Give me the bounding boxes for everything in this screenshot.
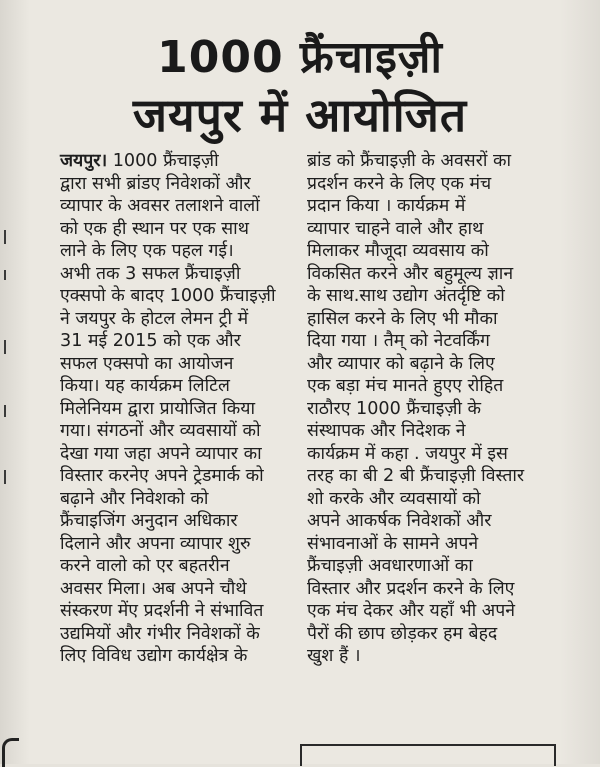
article-line: के साथ.साथ उद्योग अंतर्दृष्टि को — [307, 286, 505, 306]
article-line: बढ़ाने और निवेशको को — [60, 488, 209, 509]
article-line: को एक ही स्थान पर एक साथ — [60, 218, 249, 239]
article-line: देखा गया जहा अपने व्यापार का — [60, 443, 262, 464]
article-line: विकसित करने और बहुमूल्य ज्ञान — [307, 263, 514, 284]
article-line: 31 मई 2015 को एक और — [60, 331, 241, 351]
next-article-box-edge — [300, 744, 556, 766]
article-line: एक बड़ा मंच मानते हुएए रोहित — [307, 376, 504, 396]
article-line: विस्तार और प्रदर्शन करने के लिए — [307, 578, 515, 599]
article-line: द्वारा सभी ब्रांडए निवेशकों और — [60, 173, 251, 194]
article-column-right — [307, 150, 553, 668]
article-line: प्रदान किया । कार्यक्रम में — [307, 196, 466, 216]
article-line: पैरों की छाप छोड़कर हम बेहद — [307, 623, 498, 644]
dateline: जयपुर। — [60, 151, 108, 171]
article-line: करने वालो को एर बहतरीन — [60, 556, 230, 576]
article-line: फ्रैंचाइजिंग अनुदान अधिकार — [60, 511, 238, 531]
article-line: शो करके और व्यवसायों को — [307, 488, 481, 509]
article-line: संस्करण मेंए प्रदर्शनी ने संभावित — [60, 601, 264, 621]
adjacent-article-fragment — [2, 738, 19, 767]
article-line: राठौरए 1000 फ्रैंचाइज़ी के — [307, 398, 482, 419]
article-line: दिया गया । तैम् को नेटवर्किंग — [307, 331, 490, 351]
article-line: कार्यक्रम में कहा . जयपुर में इस — [307, 443, 508, 464]
article-line: विस्तार करनेए अपने ट्रेडमार्क को — [60, 466, 264, 486]
article-line: लाने के लिए एक पहल गई। — [60, 241, 234, 261]
article-line: अभी तक 3 सफल फ्रैंचाइज़ी — [60, 263, 241, 284]
article-line: दिलाने और अपना व्यापार शुरु — [60, 533, 251, 554]
article-line: व्यापार के अवसर तलाशने वालों — [60, 196, 260, 216]
article-line: खुश हैं । — [307, 646, 361, 666]
article-line: मिलाकर मौजूदा व्यवसाय को — [307, 241, 489, 261]
article-line: गया। संगठनों और व्यवसायों को — [60, 421, 261, 441]
article-line: तरह का बी 2 बी फ्रैंचाइज़ी विस्तार — [307, 466, 525, 486]
article-line: ब्रांड को फ्रैंचाइज़ी के अवसरों का — [307, 151, 512, 171]
article-line: जयपुर। 1000 फ्रैंचाइज़ी — [60, 151, 219, 171]
headline-line-2: जयपुर में आयोजित — [132, 88, 468, 142]
article-line: हासिल करने के लिए भी मौका — [307, 308, 498, 329]
article-line: लिए विविध उद्योग कार्यक्षेत्र के — [60, 646, 248, 666]
article-line: अवसर मिला। अब अपने चौथे — [60, 578, 247, 599]
adjacent-column-edge — [4, 230, 14, 530]
article-line: फ्रैंचाइज़ी अवधारणाओं का — [307, 556, 473, 576]
article-line: एक्सपो के बादए 1000 फ्रैंचाइज़ी — [60, 286, 276, 306]
article-line: मिलेनियम द्वारा प्रायोजित किया — [60, 398, 256, 419]
headline-line-1: 1000 फ्रैंचाइज़ी — [157, 32, 443, 83]
article-line: ने जयपुर के होटल लेमन ट्री में — [60, 308, 249, 329]
article-line: और व्यापार को बढ़ाने के लिए — [307, 353, 495, 374]
article-column-left — [60, 150, 305, 668]
article-line: किया। यह कार्यक्रम लिटिल — [60, 376, 230, 396]
article-line: व्यापार चाहने वाले और हाथ — [307, 218, 484, 239]
article-line: संभावनाओं के सामने अपने — [307, 533, 479, 554]
article-line: उद्यमियों और गंभीर निवेशकों के — [60, 623, 260, 644]
article-line: संस्थापक और निदेशक ने — [307, 421, 466, 441]
article-line: एक मंच देकर और यहाँ भी अपने — [307, 601, 515, 621]
article-line: सफल एक्सपो का आयोजन — [60, 353, 234, 374]
article-line: अपने आकर्षक निवेशकों और — [307, 511, 492, 531]
article-line: प्रदर्शन करने के लिए एक मंच — [307, 173, 492, 194]
